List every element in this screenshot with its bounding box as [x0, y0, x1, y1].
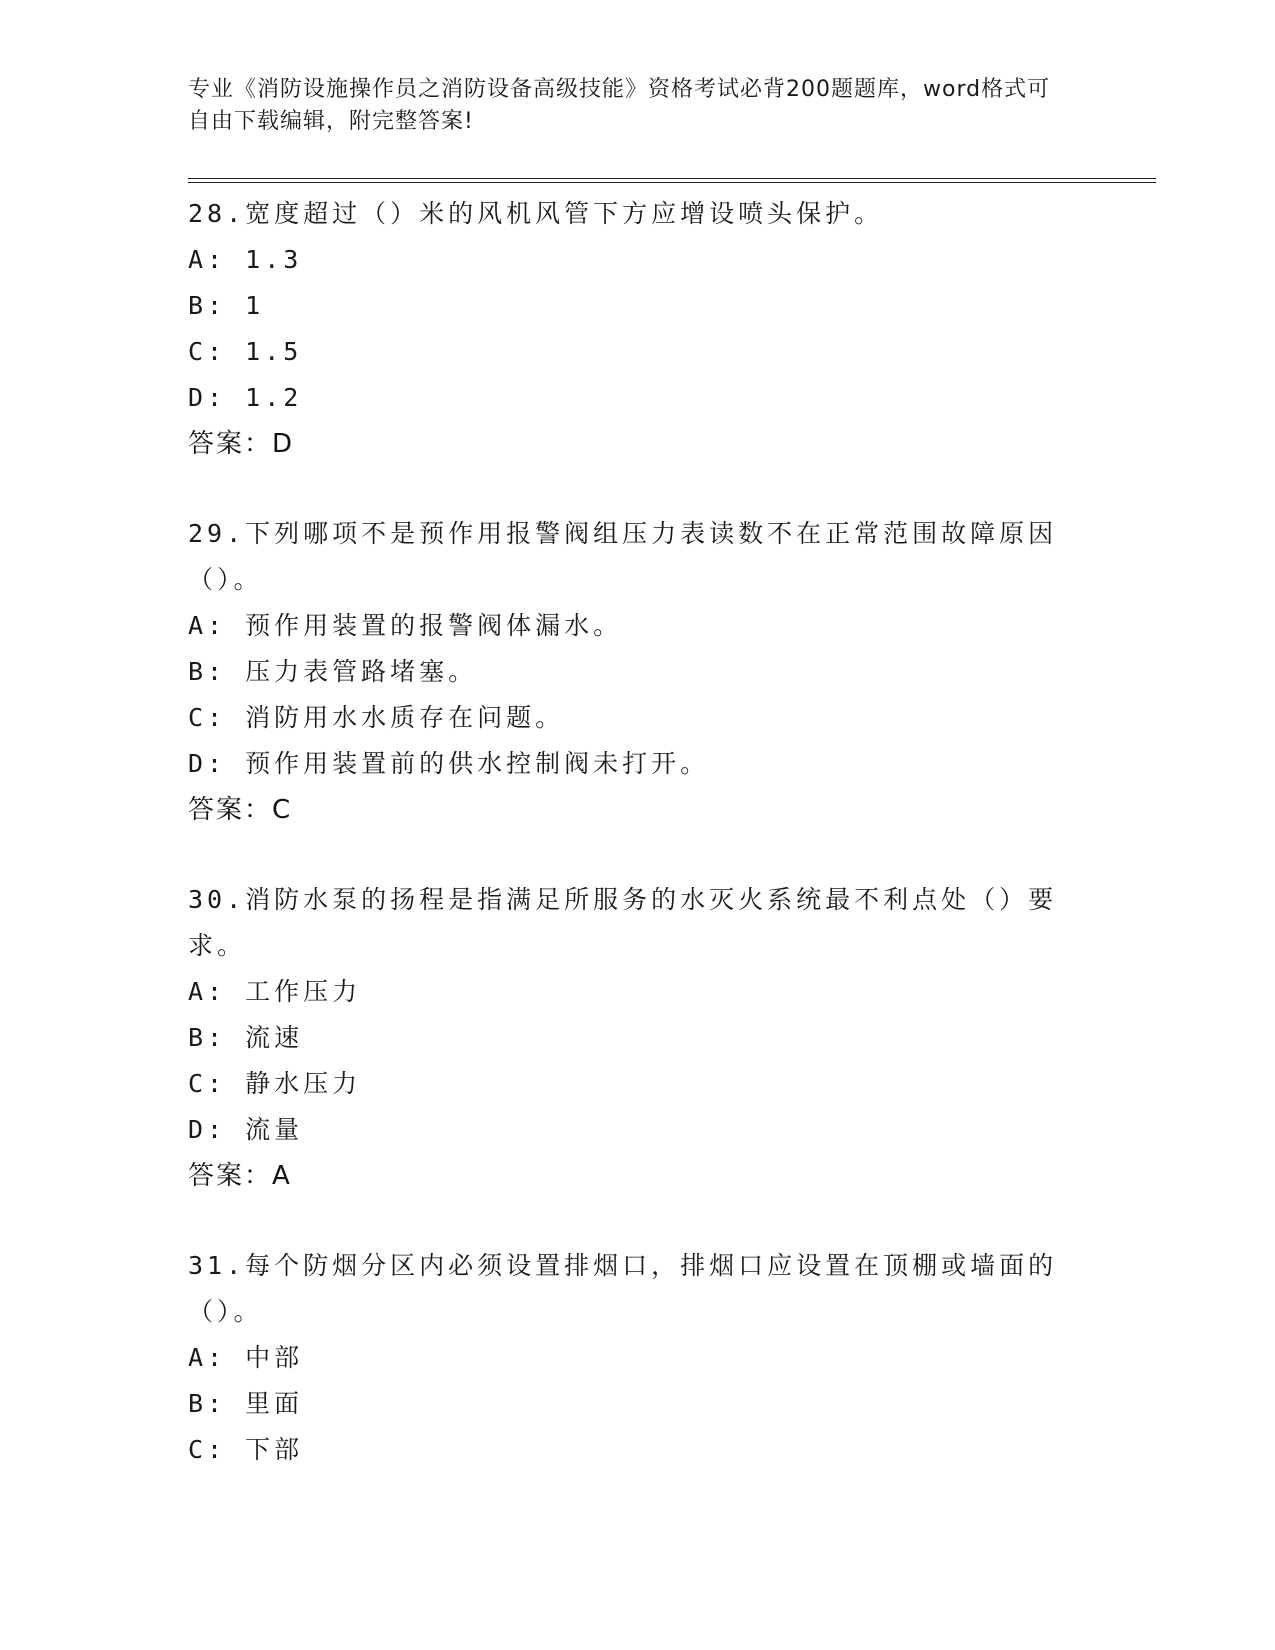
option-b: B: 1	[188, 291, 265, 320]
option-c: C: 1.5	[188, 337, 303, 366]
option-a: A: 中部	[188, 1343, 304, 1372]
header-divider	[188, 178, 1156, 183]
question-text: 30.消防水泵的扬程是指满足所服务的水灭火系统最不利点处（）要求。	[188, 885, 1058, 960]
option-c: C: 消防用水水质存在问题。	[188, 703, 565, 732]
question-text: 29.下列哪项不是预作用报警阀组压力表读数不在正常范围故障原因（）。	[188, 519, 1058, 594]
option-c: C: 下部	[188, 1435, 304, 1464]
option-c: C: 静水压力	[188, 1069, 362, 1098]
question-text: 31.每个防烟分区内必须设置排烟口，排烟口应设置在顶棚或墙面的（）。	[188, 1251, 1058, 1326]
question-30	[188, 877, 1088, 1199]
option-b: B: 压力表管路堵塞。	[188, 657, 478, 686]
question-29	[188, 511, 1088, 833]
option-d: D: 流量	[188, 1115, 304, 1144]
answer: 答案：D	[188, 429, 295, 459]
option-a: A: 预作用装置的报警阀体漏水。	[188, 611, 623, 640]
question-list	[188, 191, 1088, 1517]
option-a: A: 1.3	[188, 245, 303, 274]
question-31	[188, 1243, 1088, 1473]
question-28	[188, 191, 1088, 467]
question-text: 28.宽度超过（）米的风机风管下方应增设喷头保护。	[188, 199, 884, 228]
answer: 答案：C	[188, 795, 293, 825]
answer: 答案：A	[188, 1161, 292, 1191]
option-a: A: 工作压力	[188, 977, 362, 1006]
option-b: B: 里面	[188, 1389, 304, 1418]
option-d: D: 1.2	[188, 383, 303, 412]
option-d: D: 预作用装置前的供水控制阀未打开。	[188, 749, 710, 778]
option-b: B: 流速	[188, 1023, 304, 1052]
document-header: 专业《消防设施操作员之消防设备高级技能》资格考试必背200题题库，word格式可自由下载编辑，附完整答案!	[188, 77, 1051, 134]
